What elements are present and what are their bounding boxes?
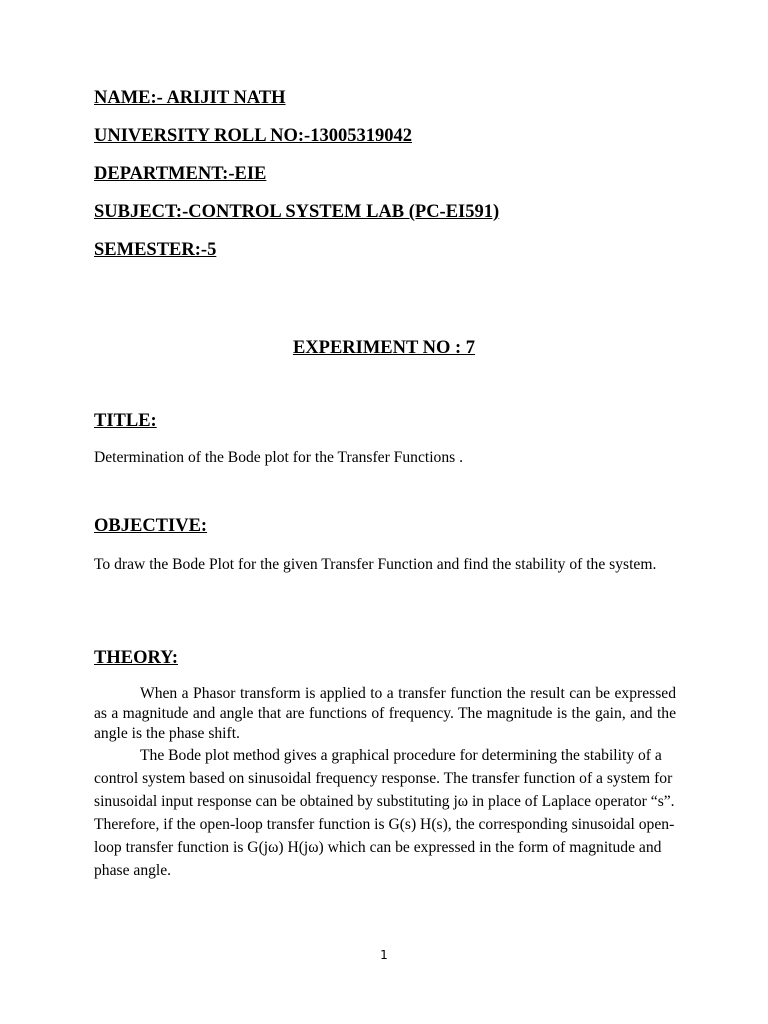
objective-heading: OBJECTIVE: xyxy=(94,516,208,536)
theory-heading: THEORY: xyxy=(94,648,178,668)
university-roll-no: UNIVERSITY ROLL NO:-13005319042 xyxy=(94,126,412,146)
objective-text: To draw the Bode Plot for the given Transfer Function and find the stability of the system. xyxy=(94,556,657,573)
experiment-number: EXPERIMENT NO : 7 xyxy=(292,338,476,358)
title-heading: TITLE: xyxy=(94,411,157,431)
title-text: Determination of the Bode plot for the Transfer Functions . xyxy=(94,449,463,466)
theory-paragraph-1: When a Phasor transform is applied to a transfer function the result can be expressed as a magnitude and angle that are functions of frequency. The magnitude is the gain, and the angle is the phase shift. xyxy=(94,685,676,742)
subject: SUBJECT:-CONTROL SYSTEM LAB (PC-EI591) xyxy=(94,202,500,222)
theory-paragraph-2: The Bode plot method gives a graphical procedure for determining the stability of a control system based on sinusoidal frequency response. The transfer function of a system for sinusoidal input response can be obtained by substituting jω in place of Laplace operator “s”. Therefore, if the open-loop transfer function is G(s) H(s), the corresponding sinusoidal open-loop transfer function is G(jω) H(jω) which can be expressed in the form of magnitude and phase angle. xyxy=(94,747,675,879)
semester: SEMESTER:-5 xyxy=(94,240,217,260)
department: DEPARTMENT:-EIE xyxy=(94,164,267,184)
student-name: NAME:- ARIJIT NATH xyxy=(94,88,286,108)
page-number: 1 xyxy=(380,948,388,962)
theory-body xyxy=(94,684,676,882)
